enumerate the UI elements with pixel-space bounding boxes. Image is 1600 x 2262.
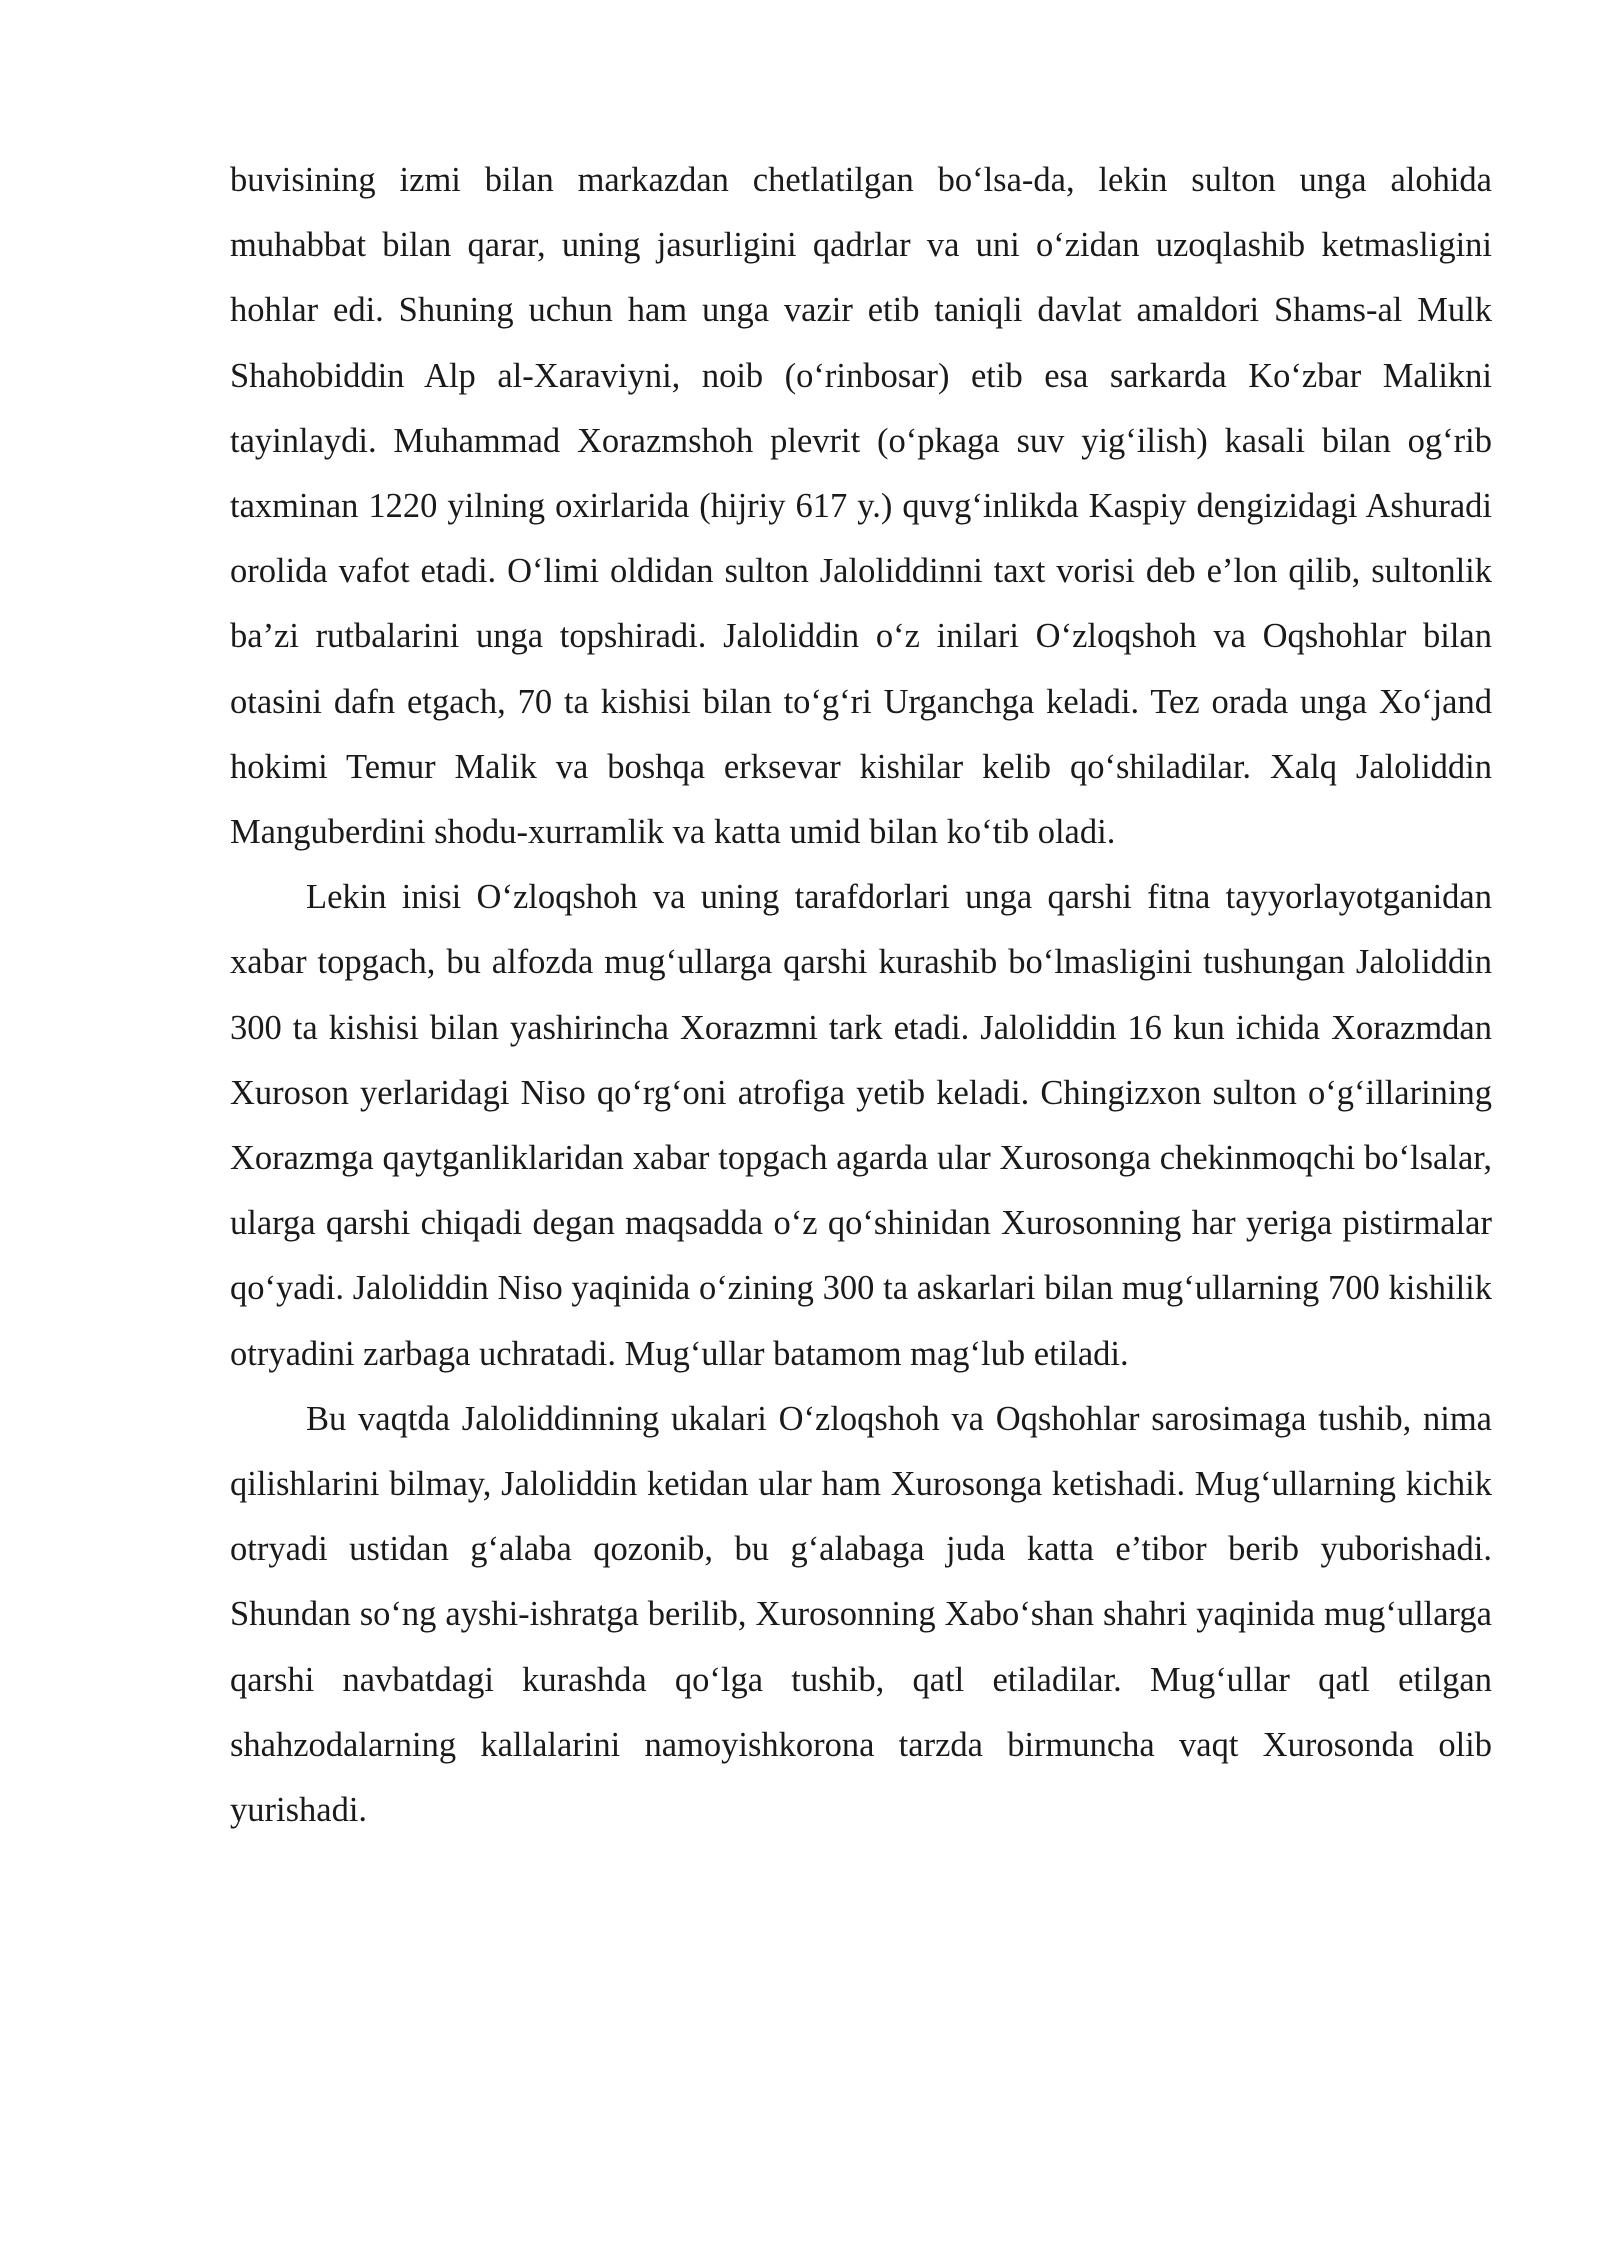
body-text <box>230 148 1492 1843</box>
paragraph-3: Bu vaqtda Jaloliddinning ukalari O‘zloqshoh va Oqshohlar sarosimaga tushib, nima qilishlarini bilmay, Jaloliddin ketidan ular ham Xurosonga ketishadi. Mug‘ullarning kichik otryadi ustidan g‘alaba qozonib, bu g‘alabaga juda katta e’tibor berib yuborishadi. Shundan so‘ng ayshi-ishratga berilib, Xurosonning Xabo‘shan shahri yaqinida mug‘ullarga qarshi navbatdagi kurashda qo‘lga tushib, qatl etiladilar. Mug‘ullar qatl etilgan shahzodalarning kallalarini namoyishkorona tarzda birmuncha vaqt Xurosonda olib yurishadi. <box>230 1399 1492 1830</box>
paragraph-2: Lekin inisi O‘zloqshoh va uning tarafdorlari unga qarshi fitna tayyorlayotganidan xabar topgach, bu alfozda mug‘ullarga qarshi kurashib bo‘lmasligini tushungan Jaloliddin 300 ta kishisi bilan yashirincha Xorazmni tark etadi. Jaloliddin 16 kun ichida Xorazmdan Xuroson yerlaridagi Niso qo‘rg‘oni atrofiga yetib keladi. Chingizxon sulton o‘g‘illarining Xorazmga qaytganliklaridan xabar topgach agarda ular Xurosonga chekinmoqchi bo‘lsalar, ularga qarshi chiqadi degan maqsadda o‘z qo‘shinidan Xurosonning har yeriga pistirmalar qo‘yadi. Jaloliddin Niso yaqinida o‘zining 300 ta askarlari bilan mug‘ullarning 700 kishilik otryadini zarbaga uchratadi. Mug‘ullar batamom mag‘lub etiladi. <box>230 878 1492 1373</box>
paragraph-1: buvisining izmi bilan markazdan chetlatilgan bo‘lsa-da, lekin sulton unga alohida muhabbat bilan qarar, uning jasurligini qadrlar va uni o‘zidan uzoqlashib ketmasligini hohlar edi. Shuning uchun ham unga vazir etib taniqli davlat amaldori Shams-al Mulk Shahobiddin Alp al-Xaraviyni, noib (o‘rinbosar) etib esa sarkarda Ko‘zbar Malikni tayinlaydi. Muhammad Xorazmshoh plevrit (o‘pkaga suv yig‘ilish) kasali bilan og‘rib taxminan 1220 yilning oxirlarida (hijriy 617 y.) quvg‘inlikda Kaspiy dengizidagi Ashuradi orolida vafot etadi. O‘limi oldidan sulton Jaloliddinni taxt vorisi deb e’lon qilib, sultonlik ba’zi rutbalarini unga topshiradi. Jaloliddin o‘z inilari O‘zloqshoh va Oqshohlar bilan otasini dafn etgach, 70 ta kishisi bilan to‘g‘ri Urganchga keladi. Tez orada unga Xo‘jand hokimi Temur Malik va boshqa erksevar kishilar kelib qo‘shiladilar. Xalq Jaloliddin Manguberdini shodu-xurramlik va katta umid bilan ko‘tib oladi. <box>230 161 1492 852</box>
